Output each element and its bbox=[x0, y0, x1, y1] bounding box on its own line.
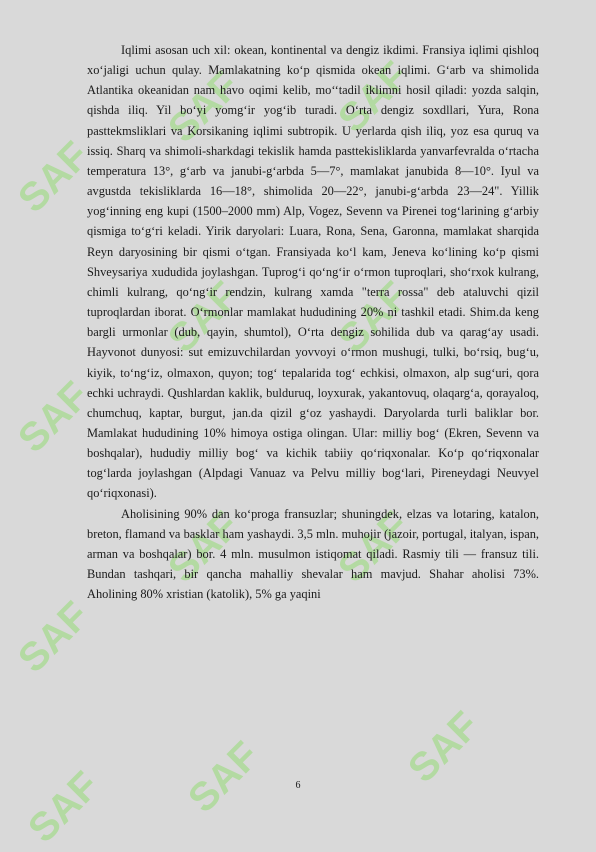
watermark-logo: SAF bbox=[330, 503, 418, 592]
paragraph-population: Aholisining 90% dan ko‘proga fransuzlar; shuningdek, elzas va lotaring, katalon, breton, flamand va basklar ham yashaydi. 3,5 mln. muhojir (jazoir, portugal, italyan, ispan, arman va boshqalar) bor. 4 mln. musulmon istiqomat qiladi. Rasmiy tili — fransuz tili. Bundan tashqari, bir qancha mahalliy shevalar ham mavjud. Shahar aholisi 73%. Aholining 80% xristian (katolik), 5% ga yaqini bbox=[87, 506, 539, 602]
watermark-logo: SAF bbox=[10, 373, 98, 462]
watermark-logo: SAF bbox=[180, 733, 268, 822]
page-number: 6 bbox=[295, 780, 301, 791]
watermark-logo: SAF bbox=[10, 593, 98, 682]
watermark-logo: SAF bbox=[330, 53, 418, 142]
watermark-logo: SAF bbox=[160, 63, 248, 152]
paragraph-climate: Iqlimi asosan uch xil: okean, kontinental va dengiz ikdimi. Fransiya iqlimi qishloq xo‘jaligi uchun qulay. Mamlakatning ko‘p qismida okean iqlimi. G‘arb va shimolida Atlantika okeanidan nam havo oqimi kelib, mo‘‘tadil iklimni hosil qiladi: yozda salqin, qishda iliq. Yil bo‘yi yomg‘ir yog‘ib turadi. O‘rta dengiz soxdllari, Yura, Rona pasttekmsliklari va Korsikaning iqlimi subtropik. U yerlarda qish iliq, yoz esa quruq va issiq. Sharq va shimoli-sharkdagi tekislik hamda pasttekisliklarda yanvarfevralda o‘rtacha temperatura 13°, g‘arb va janubi-g‘arbda 5—7°, mamlakat janubida 8—10°. Iyul va avgustda tekisliklarda 16—18°, shimolida 20—22°, janubi-g‘arbda 23—24". Yillik yog‘inning eng kupi (1500–2000 mm) Alp, Vogez, Sevenn va Pirenei tog‘larining g‘arbiy qismiga to‘g‘ri keladi. Yirik daryolari: Luara, Rona, Sena, Garonna, mamlakat sharqida Reyn daryosining bir qismi o‘tgan. Fransiyada ko‘l kam, Jeneva ko‘lining ko‘p qismi Shveysariya xududida joylashgan. Tuprog‘i qo‘ng‘ir o‘rmon tuproqlari, sho‘rxok kulrang, chimli kulrang, qo‘ng‘ir rendzin, kulrang xamda "terra rossa" deb ataluvchi qizil tuproqlardan iborat. O‘rmonlar mamlakat hududining 20% ni tashkil etadi. Shim.da keng bargli urmonlar (dub, qayin, shumtol), O‘rta dengiz sohilida dub va qarag‘ay usadi. Hayvonot dunyosi: sut emizuvchilardan yovvoyi o‘rmon mushugi, tulki, bo‘rsiq, bug‘u, kiyik, to‘ng‘iz, olmaxon, quyon; tog‘ tepalarida tog‘ echkisi, olmaxon, alp sug‘uri, qora echki uchraydi. Qushlardan kaklik, bulduruq, loyxurak, yakantovuq, olaqarg‘a, qorayaloq, chumchuq, kaptar, burgut, jan.da qizil g‘oz yashaydi. Daryolarda turli baliklar bor. Mamlakat hududining 10% himoya ostiga olingan. Ular: milliy bog‘ (Ekren, Sevenn va boshqalar), hududiy milliy bog‘ va kichik tabiiy qo‘riqxonalar. Ko‘p qo‘riqxonalar tog‘larda joylashgan (Alpdagi Vanuaz va Pelvu milliy bog‘lari, Pireneydagi Neuvyel qo‘riqxonasi). bbox=[87, 43, 539, 501]
watermark-logo: SAF bbox=[330, 273, 418, 362]
watermark-logo: SAF bbox=[160, 273, 248, 362]
watermark-logo: SAF bbox=[20, 763, 108, 852]
watermark-logo: SAF bbox=[160, 503, 248, 592]
watermark-logo: SAF bbox=[400, 703, 488, 792]
body-text bbox=[87, 40, 539, 604]
watermark-logo: SAF bbox=[10, 133, 98, 222]
